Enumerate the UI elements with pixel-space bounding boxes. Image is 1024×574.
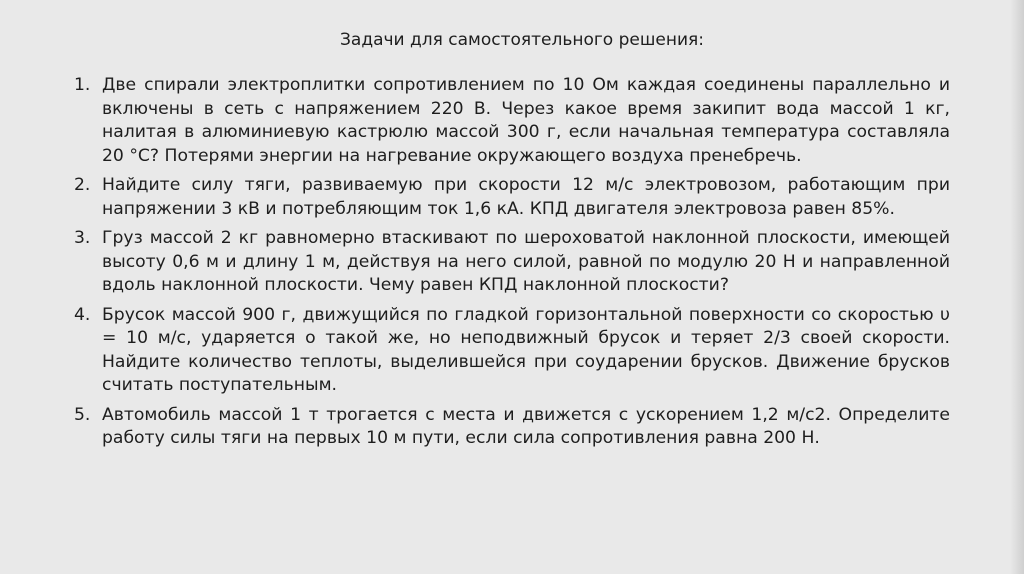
task-item-4 (74, 304, 950, 398)
task-item-5 (74, 404, 950, 451)
task-text: Найдите силу тяги, развиваемую при скорости 12 м/с электровозом, работающим при напряжении 3 кВ и потребляющим ток 1,6 кА. КПД двигателя электровоза равен 85%. (102, 175, 950, 219)
task-number: 4. (74, 304, 91, 325)
task-text: Автомобиль массой 1 т трогается с места и движется с ускорением 1,2 м/с2. Определите работу силы тяги на первых 10 м пути, если сила сопротивления равна 200 Н. (102, 404, 950, 448)
task-text: Две спирали электроплитки сопротивлением по 10 Ом каждая соединены параллельно и включены в сеть с напряжением 220 В. Через какое время закипит вода массой 1 кг, налитая в алюминиевую кастрюлю массой 300 г, если начальная температура составляла 20 °С? Потерями энергии на нагревание окружающего воздуха пренебречь. (102, 75, 950, 166)
task-number: 1. (74, 75, 91, 95)
task-item-1 (74, 74, 950, 168)
task-item-2 (74, 174, 950, 221)
task-number: 3. (74, 228, 91, 248)
slide-title: Задачи для самостоятельного решения: (340, 30, 704, 50)
task-item-3 (74, 227, 950, 298)
task-number: 2. (74, 175, 91, 195)
task-text: Груз массой 2 кг равномерно втаскивают по шероховатой наклонной плоскости, имеющей высоту 0,6 м и длину 1 м, действуя на него силой, равной по модулю 20 Н и направленной вдоль наклонной плоскости. Чему равен КПД наклонной плоскости? (102, 228, 950, 295)
task-list (74, 74, 950, 457)
task-text: Брусок массой 900 г, движущийся по гладкой горизонтальной поверхности со скоростью υ = 10 м/с, ударяется о такой же, но неподвижный брусок и теряет 2/3 своей скорости. Найдите количество теплоты, выделившейся при соударении брусков. Движение брусков считать поступательным. (102, 304, 950, 395)
task-number: 5. (74, 404, 91, 425)
